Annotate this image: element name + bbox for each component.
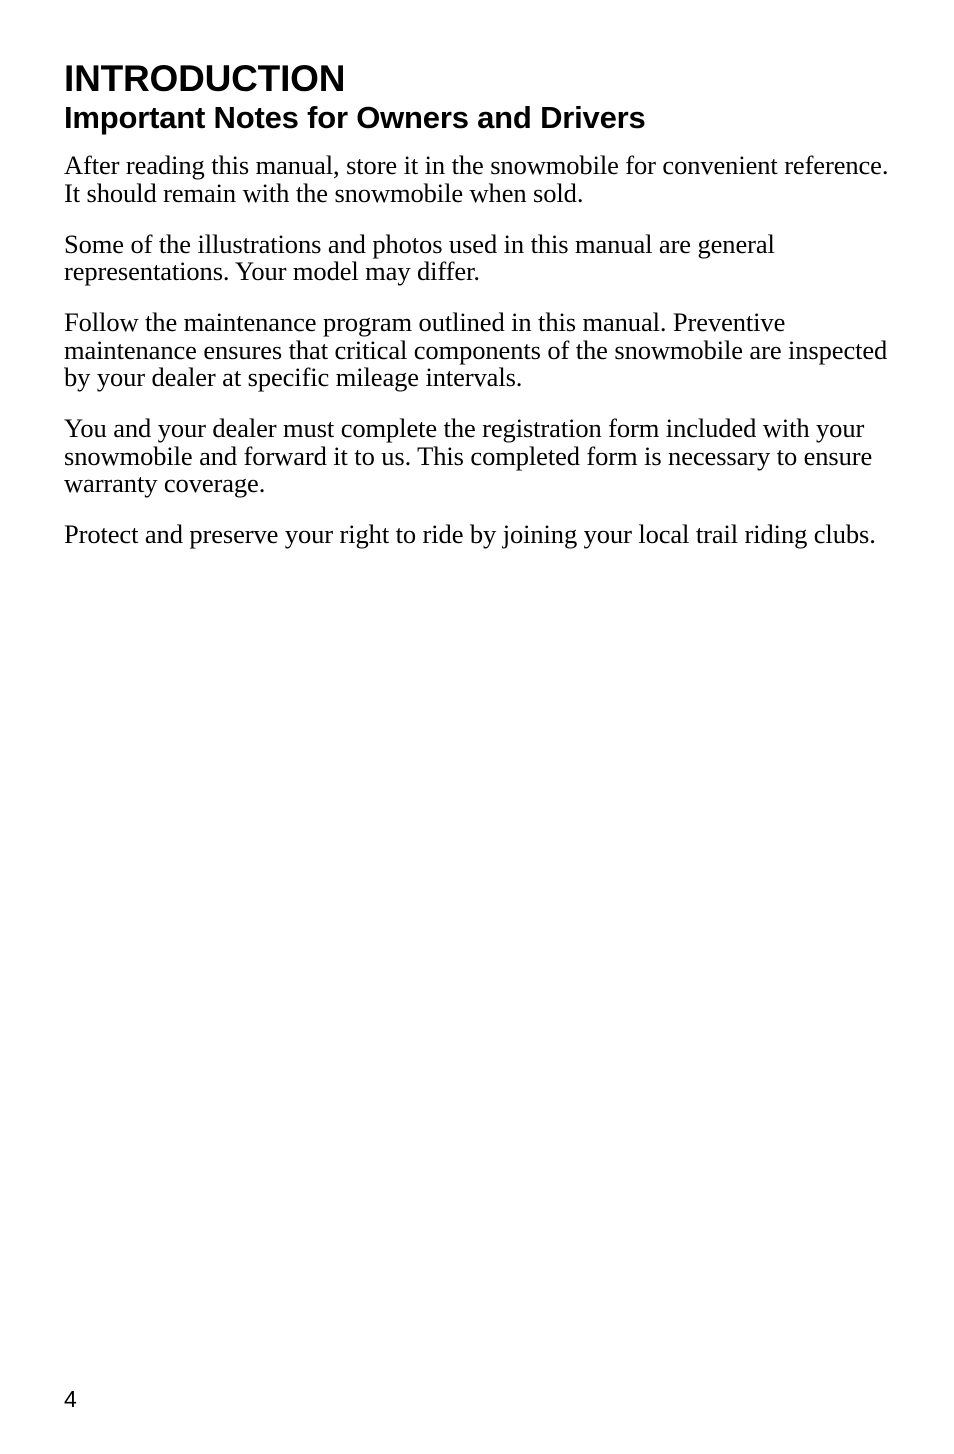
paragraph-manual-storage: After reading this manual, store it in the snowmobile for convenient reference. It should remain with the snowmobile when sold.	[64, 150, 889, 208]
page-number: 4	[64, 1386, 77, 1412]
paragraph-maintenance: Follow the maintenance program outlined in this manual. Preventive maintenance ensures that critical components of the snowmobile are inspected by your dealer at specific mileage intervals.	[64, 307, 888, 392]
page-title: INTRODUCTION	[64, 58, 346, 99]
paragraph-registration: You and your dealer must complete the registration form included with your snowmobile and forward it to us. This completed form is necessary to ensure warranty coverage.	[64, 413, 873, 498]
paragraph-trail-clubs: Protect and preserve your right to ride by joining your local trail riding clubs.	[64, 519, 876, 549]
page-content	[64, 58, 894, 572]
paragraph-illustrations: Some of the illustrations and photos used in this manual are general representations. Your model may differ.	[64, 228, 775, 286]
section-subtitle: Important Notes for Owners and Drivers	[64, 100, 646, 135]
